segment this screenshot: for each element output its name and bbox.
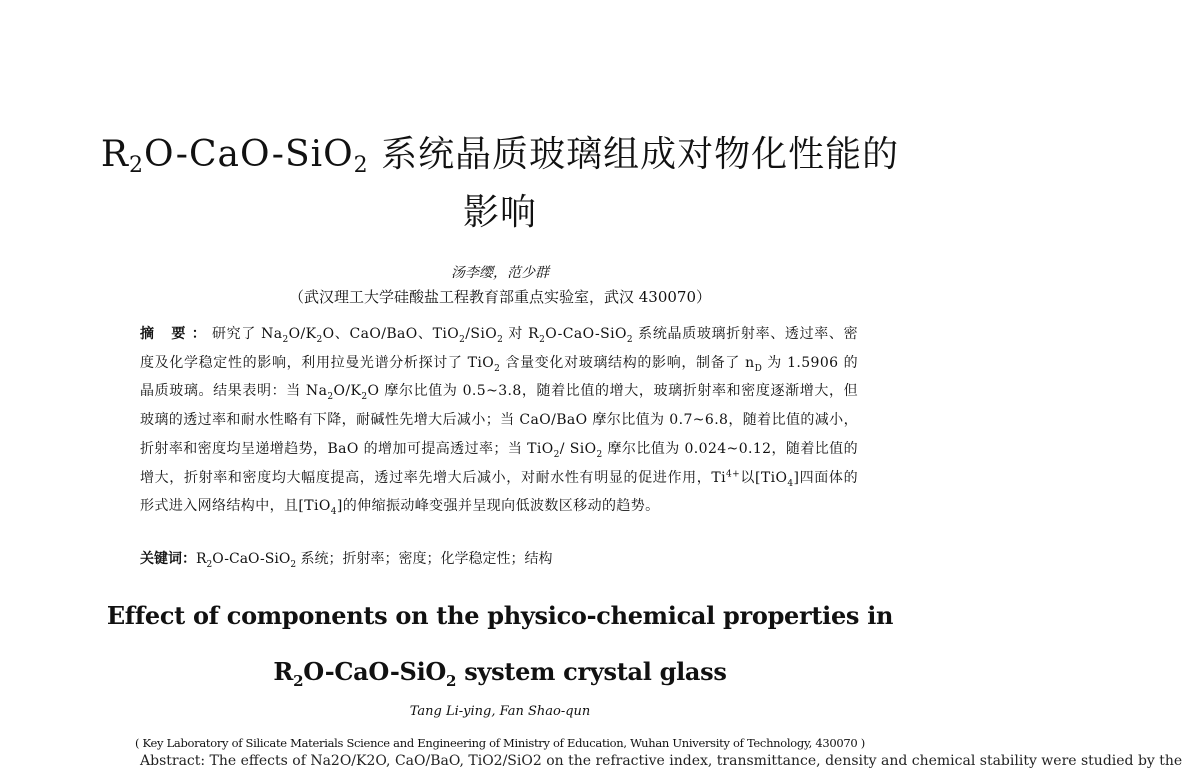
english-abstract-cut-off: Abstract: The effects of Na2O/K2O, CaO/BaO, TiO2/SiO2 on the refractive index, transmittance, density and chemical stability were studied by the [140,753,1182,769]
chinese-keywords: 关键词：$R_2O-CaO-SiO_2$ 系统；折射率；密度；化学稳定性；结构 [140,551,553,570]
abstract-label: 摘 要： [140,326,212,342]
english-affiliation: ( Key Laboratory of Silicate Materials Science and Engineering of Ministry of Education, Wuhan University of Technology, 430070 ) [135,736,865,750]
english-authors: Tang Li-ying, Fan Shao-qun [409,704,591,719]
chinese-affiliation: （武汉理工大学硅酸盐工程教育部重点实验室，武汉 430070） [288,288,712,306]
chinese-title-line-1: $R_2O-CaO-SiO_2$ 系统晶质玻璃组成对物化性能的 [100,134,900,178]
english-title-line-1: Effect of components on the physico-chemical properties in [106,601,894,630]
chinese-title [0,130,1000,238]
english-title [0,588,1000,700]
chinese-authors: 汤李缨，范少群 [451,265,549,281]
english-title-line-2: $R_2O-CaO-SiO_2$ system crystal glass [273,657,727,690]
chinese-title-line-2: 影响 [462,192,537,233]
keywords-label: 关键词： [140,551,196,567]
chinese-abstract: 摘 要：研究了 $Na_2O/K_2O$、CaO/BaO、TiO$_2$/SiO$_2$ 对 $R_2O-CaO-SiO_2$ 系统晶质玻璃折射率、透过率、密度及化学稳定性的影响，利用拉曼光谱分析探讨了 TiO$_2$ 含量变化对玻璃结构的影响，制备了 $n_D$ 为 1.5906 的晶质玻璃。结果表明：当 $Na_2O/K_2O$ 摩尔比值为 0.5~3.8，随着比值的增大，玻璃折射率和密度逐渐增大，但玻璃的透过率和耐水性略有下降，耐碱性先增大后减小；当 CaO/BaO 摩尔比值为 0.7~6.8，随着比值的减小，折射率和密度均呈递增趋势，BaO 的增加可提高透过率；当 TiO$_2$/ SiO$_2$ 摩尔比值为 0.024~0.12，随着比值的增大，折射率和密度均大幅度提高，透过率先增大后减小，对耐水性有明显的促进作用，$Ti^{4+}$以[TiO$_4$]四面体的形式进入网络结构中，且[TiO$_4$]的伸缩振动峰变强并呈现向低波数区移动的趋势。 [140,326,859,518]
